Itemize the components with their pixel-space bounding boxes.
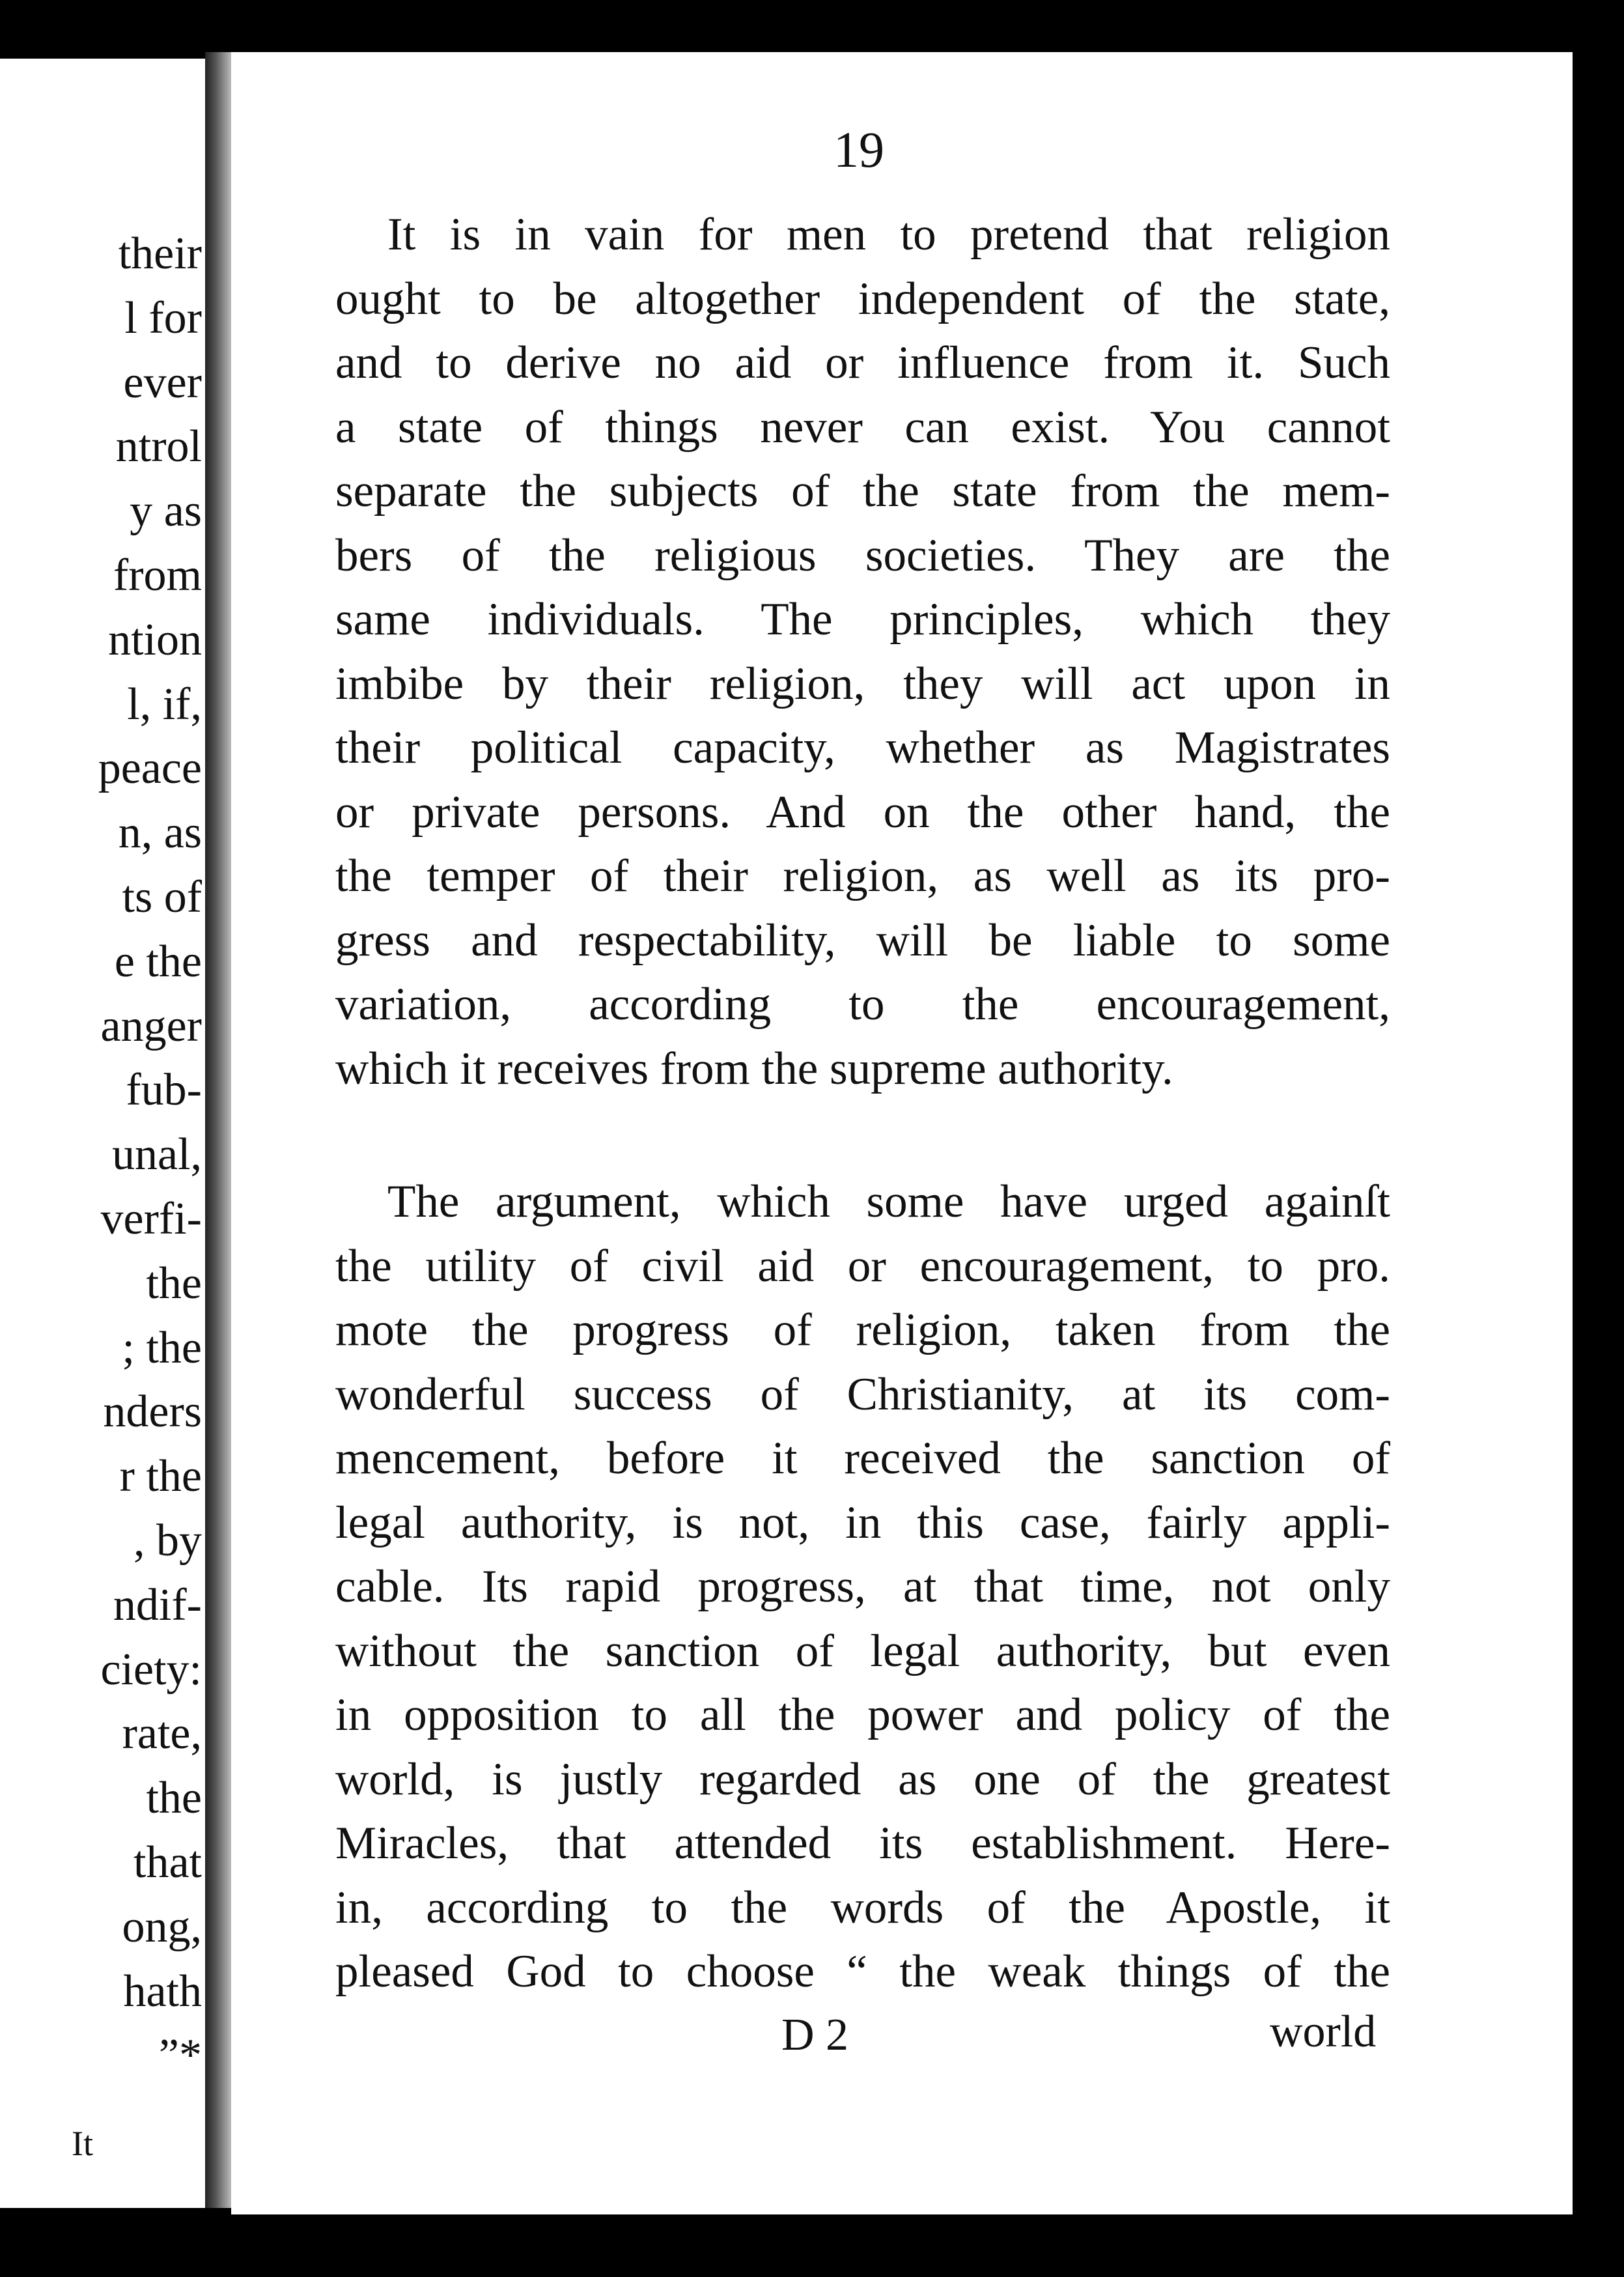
text-line: mote the progress of religion, taken from the xyxy=(335,1305,1390,1355)
page-number: 19 xyxy=(833,121,884,178)
text-line: gress and respectability, will be liable to some xyxy=(335,914,1390,966)
text-line: bers of the religious societies. They are the xyxy=(335,530,1390,581)
left-fragment-line: r the xyxy=(119,1451,202,1502)
text-line: ought to be altogether independent of the state, xyxy=(335,273,1390,324)
text-line: without the sanction of legal authority, but even xyxy=(335,1625,1390,1676)
left-fragment-line: hath xyxy=(123,1966,202,2016)
signature-mark: D 2 xyxy=(781,2010,849,2060)
text-line: mencement, before it received the sanction of xyxy=(335,1433,1390,1484)
left-fragment-line: nders xyxy=(103,1387,202,1437)
text-line: legal authority, is not, in this case, fairly appli- xyxy=(335,1497,1390,1548)
text-line: and to derive no aid or influence from it. Such xyxy=(335,337,1390,388)
left-fragment-line: ts of xyxy=(122,872,202,922)
left-fragment-line: that xyxy=(133,1837,202,1888)
left-fragment-line: ; the xyxy=(122,1322,202,1373)
text-line: It is in vain for men to pretend that religion xyxy=(387,209,1390,260)
text-line: separate the subjects of the state from the mem- xyxy=(335,466,1390,516)
text-line: in, according to the words of the Apostle, it xyxy=(335,1882,1390,1933)
left-fragment-line: their xyxy=(118,229,202,279)
text-line: pleased God to choose “ the weak things of the xyxy=(335,1946,1390,1997)
text-line: imbibe by their religion, they will act upon in xyxy=(335,658,1390,709)
text-line: Miracles, that attended its establishment. Here- xyxy=(335,1818,1390,1869)
text-line: world, is justly regarded as one of the greatest xyxy=(335,1753,1390,1805)
right-page xyxy=(231,52,1573,2214)
left-fragment-line: , by xyxy=(133,1516,202,1566)
left-fragment-line: peace xyxy=(98,743,202,794)
left-fragment-line: l, if, xyxy=(127,679,202,729)
left-fragment-line: rate, xyxy=(122,1708,202,1759)
left-fragment-line: verfi- xyxy=(100,1194,202,1244)
left-fragment-line: fub- xyxy=(126,1065,202,1116)
text-line: which it receives from the supreme authority. xyxy=(335,1043,1173,1094)
left-fragment-line: ntion xyxy=(108,614,202,665)
left-fragment-line: n, as xyxy=(118,808,202,858)
left-fragment-line: the xyxy=(146,1773,202,1824)
left-facing-page xyxy=(0,59,205,2208)
text-line: same individuals. The principles, which they xyxy=(335,594,1390,645)
left-fragment-line: ong, xyxy=(122,1901,202,1952)
text-line: their political capacity, whether as Magistrates xyxy=(335,722,1390,773)
catchword: world xyxy=(1270,2007,1377,2057)
left-fragment-line: from xyxy=(113,550,202,601)
left-fragment-line: l for xyxy=(124,292,202,343)
text-line: The argument, which some have urged againſt xyxy=(387,1176,1390,1227)
left-fragment-line: ndif- xyxy=(113,1579,202,1630)
left-page-catchword: It xyxy=(72,2124,93,2163)
left-fragment-line: the xyxy=(146,1258,202,1308)
text-line: the utility of civil aid or encouragement, to pro. xyxy=(335,1240,1390,1292)
left-fragment-line: ciety: xyxy=(100,1644,202,1695)
left-fragment-line: e the xyxy=(114,936,202,987)
text-line: variation, according to the encouragement, xyxy=(335,979,1390,1030)
left-fragment-line: y as xyxy=(130,486,202,537)
text-line: cable. Its rapid progress, at that time, not only xyxy=(335,1561,1390,1612)
text-line: in opposition to all the power and policy of the xyxy=(335,1690,1390,1740)
book-gutter xyxy=(205,52,231,2208)
left-fragment-line: anger xyxy=(100,1000,202,1051)
text-line: the temper of their religion, as well as its pro- xyxy=(335,851,1390,901)
left-fragment-line: ever xyxy=(123,357,202,408)
left-fragment-line: ”* xyxy=(158,2030,202,2081)
text-line: or private persons. And on the other hand, the xyxy=(335,786,1390,838)
text-line: wonderful success of Christianity, at its com- xyxy=(335,1368,1390,1420)
left-fragment-line: ntrol xyxy=(115,421,202,472)
text-line: a state of things never can exist. You cannot xyxy=(335,401,1390,453)
left-fragment-line: unal, xyxy=(111,1129,202,1180)
